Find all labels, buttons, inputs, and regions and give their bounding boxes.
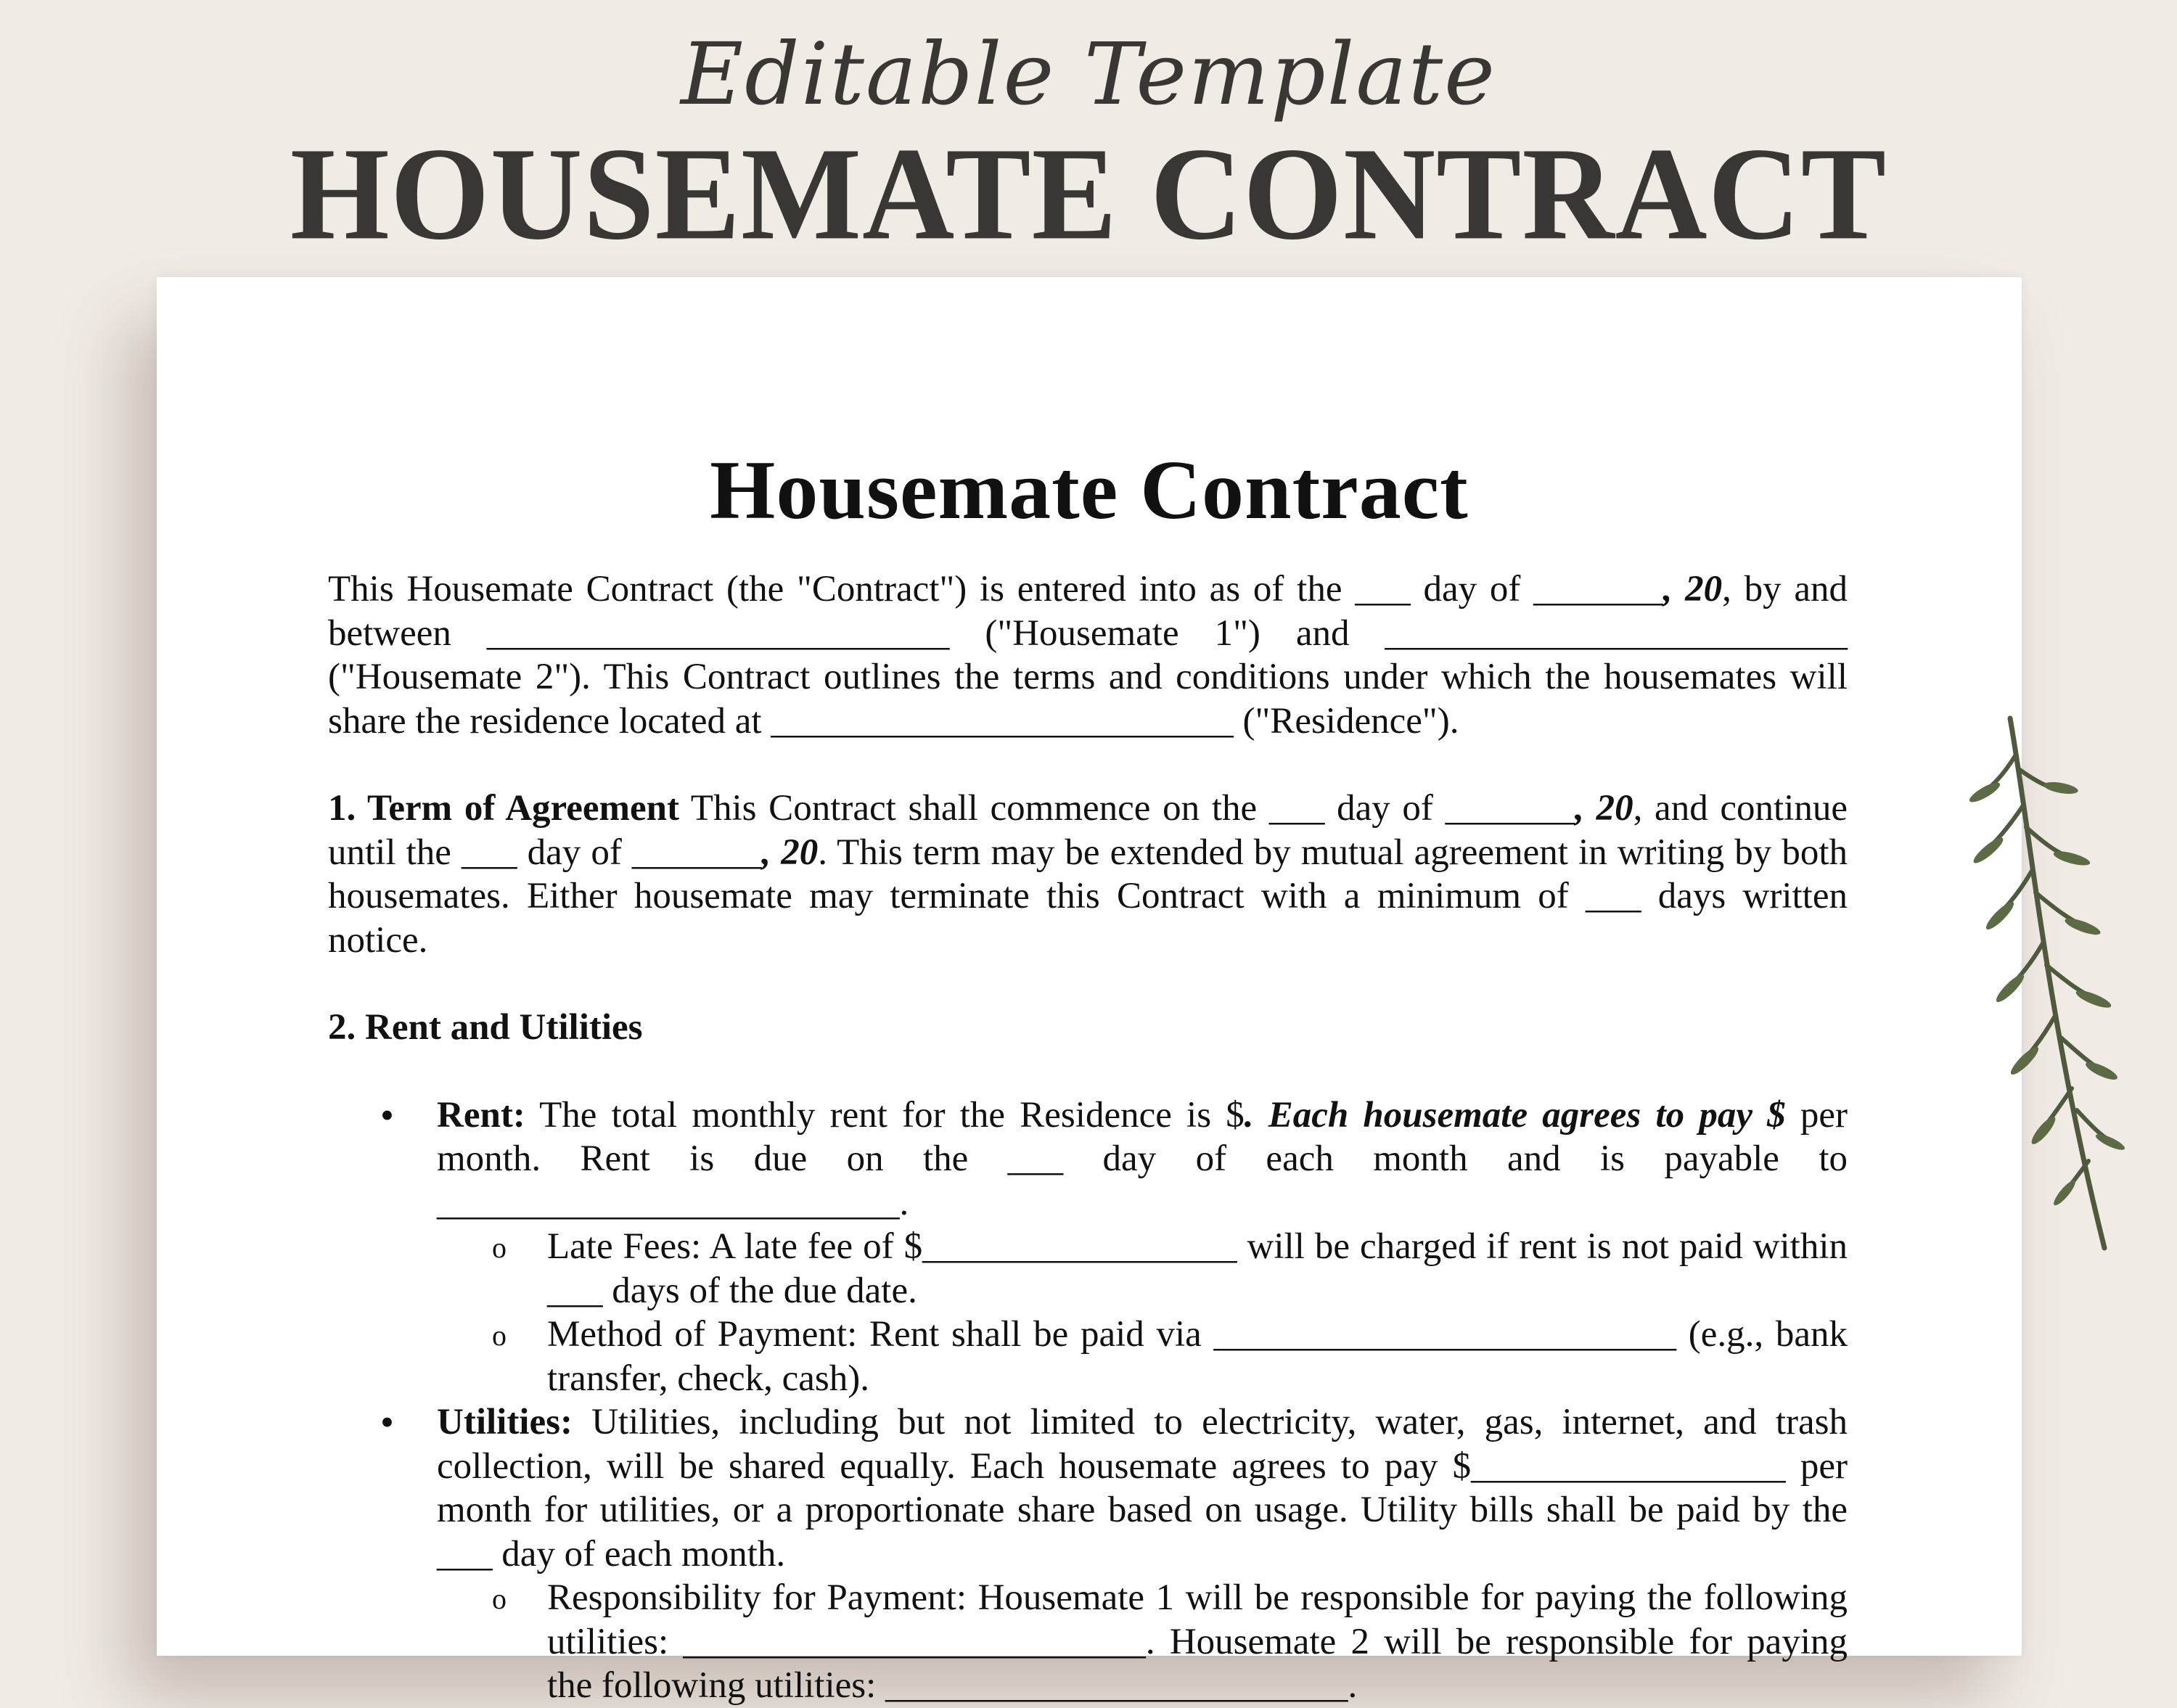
intro-text-c: , by and between _________________________ ("Housemate 1") and _________________________ ("Housemate 2"). This Contract outlines the terms and conditions under which the housemates will share the residence located at _________________________ ("Residence"). <box>328 569 1848 742</box>
rent-text-b: . Each housemate agrees to pay $ <box>1244 1094 1786 1136</box>
document-page <box>157 277 2022 1706</box>
term-year-start: , 20 <box>1575 788 1633 829</box>
rent-sublist <box>437 1225 1848 1400</box>
rent-label: Rent: <box>437 1094 525 1136</box>
list-item-payment-responsibility: o Responsibility for Payment: Housemate 1 will be responsible for paying the following utilities: _________________________. Housemate 2 will be responsible for paying the following utilities: _________________________. <box>437 1576 1848 1708</box>
utilities-sublist <box>437 1576 1848 1708</box>
rosemary-sprig-icon <box>1959 711 2133 1262</box>
document-body <box>328 567 1848 1708</box>
term-heading: 1. Term of Agreement <box>328 788 680 829</box>
intro-text-a: This Housemate Contract (the "Contract") is entered into as of the ___ day of _______ <box>328 569 1663 609</box>
term-paragraph <box>328 787 1848 962</box>
rent-utilities-heading <box>328 1006 1848 1050</box>
term-text-e: . This term may be extended by mutual agreement in writing by both housemates. Either housemate may terminate this Contract with a minimum of ___ days written notice. <box>328 832 1848 961</box>
intro-paragraph <box>328 567 1848 743</box>
list-item-utilities <box>328 1400 1848 1708</box>
document-title: Housemate Contract <box>710 444 1469 537</box>
banner-title: HOUSEMATE CONTRACT <box>290 120 1887 268</box>
list-item-payment-method: o Method of Payment: Rent shall be paid via _________________________ (e.g., bank transfer, check, cash). <box>437 1313 1848 1400</box>
script-title-text: Editable Template <box>681 24 1496 124</box>
utilities-text: Utilities, including but not limited to electricity, water, gas, internet, and trash collection, will be shared equally. Each housemate agrees to pay $_________________ per month for utilities, or a proportionate share based on usage. Utility bills shall be paid by the ___ day of each month. <box>437 1402 1848 1574</box>
intro-year: , 20 <box>1663 569 1723 609</box>
rent-text-a: The total monthly rent for the Residence is $ <box>525 1094 1245 1136</box>
list-item-rent <box>328 1093 1848 1401</box>
utilities-label: Utilities: <box>437 1402 573 1442</box>
rent-utilities-list <box>328 1093 1848 1708</box>
term-text-a: This Contract shall commence on the ___ day of _______ <box>679 788 1575 829</box>
list-item-late-fees: o Late Fees: A late fee of $_________________ will be charged if rent is not paid within ___ days of the due date. <box>437 1225 1848 1313</box>
term-year-end: , 20 <box>761 832 819 873</box>
rent-utilities-heading-text: 2. Rent and Utilities <box>328 1007 643 1048</box>
rent-text-c: per month. Rent is due on the ___ day of each month and is payable to _________________________. <box>437 1094 1848 1223</box>
term-text-c: , and continue until the ___ day of _______ <box>328 788 1848 873</box>
